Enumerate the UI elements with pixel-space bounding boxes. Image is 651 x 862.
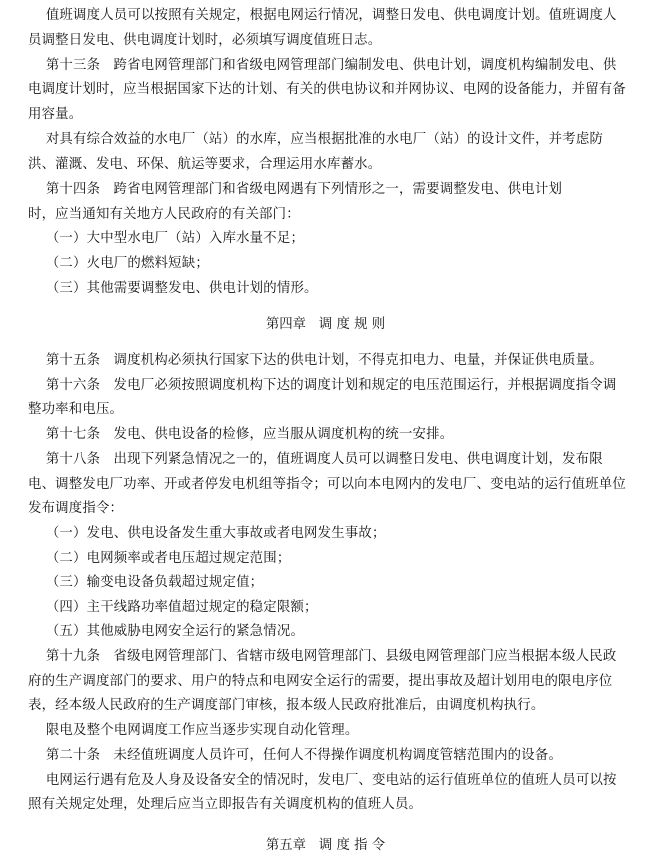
text-line: （五）其他威胁电网安全运行的紧急情况。 [28,624,305,639]
text-line: （二）电网频率或者电压超过规定范围； [28,551,291,566]
chapter-heading: 第五章 调 度 指 令 [265,838,386,853]
text-line: （一）发电、供电设备发生重大事故或者电网发生事故； [28,526,386,541]
text-line: 表，经本级人民政府的生产调度部门审核，报本级人民政府批准后，由调度机构执行。 [28,698,545,713]
text-line: 值班调度人员可以按照有关规定，根据电网运行情况，调整日发电、供电调度计划。值班调度人 [28,8,617,23]
text-line: 时，应当通知有关地方人民政府的有关部门： [28,207,300,222]
text-line: 第十五条 调度机构必须执行国家下达的供电计划，不得克扣电力、电量，并保证供电质量。 [28,353,603,368]
text-line: （一）大中型水电厂（站）入库水量不足； [28,231,305,246]
text-line: （三）其他需要调整发电、供电计划的情形。 [28,281,318,296]
text-line: 电、调整发电厂功率、开或者停发电机组等指令；可以向本电网内的发电厂、变电站的运行值班单位 [28,477,626,492]
text-line: 整功率和电压。 [28,402,124,417]
text-line: 第十八条 出现下列紧急情况之一的，值班调度人员可以调整日发电、供电调度计划，发布限 [28,452,603,467]
text-line: 第十四条 跨省电网管理部门和省级电网遇有下列情形之一，需要调整发电、供电计划 [28,182,563,197]
text-line: 第十七条 发电、供电设备的检修，应当服从调度机构的统一安排。 [28,427,454,442]
text-line: 员调整日发电、供电调度计划时，必须填写调度值班日志。 [28,33,382,48]
text-line: （二）火电厂的燃料短缺； [28,256,209,271]
text-line: 照有关规定处理，处理后应当立即报告有关调度机构的值班人员。 [28,797,423,812]
text-line: 第十九条 省级电网管理部门、省辖市级电网管理部门、县级电网管理部门应当根据本级人民政 [28,649,617,664]
text-line: （三）输变电设备负载超过规定值； [28,575,264,590]
text-line: 对具有综合效益的水电厂（站）的水库，应当根据批准的水电厂（站）的设计文件，并考虑防 [28,132,604,147]
text-line: 用容量。 [28,107,83,122]
text-line: 电网运行遇有危及人身及设备安全的情况时，发电厂、变电站的运行值班单位的值班人员可以按 [28,773,617,788]
text-line: （四）主干线路功率值超过规定的稳定限额； [28,600,318,615]
text-line: 电调度计划时，应当根据国家下达的计划、有关的供电协议和并网协议、电网的设备能力，并留有备 [28,82,626,97]
text-line: 第十三条 跨省电网管理部门和省级电网管理部门编制发电、供电计划，调度机构编制发电、供 [28,58,617,73]
text-line: 发布调度指令： [28,501,124,516]
text-line: 限电及整个电网调度工作应当逐步实现自动化管理。 [28,723,359,738]
text-line: 府的生产调度部门的要求、用户的特点和电网安全运行的需要，提出事故及超计划用电的限电序位 [28,674,613,689]
chapter-heading: 第四章 调 度 规 则 [265,317,386,332]
text-line: 第二十条 未经值班调度人员许可，任何人不得操作调度机构调度管辖范围内的设备。 [28,748,563,763]
text-line: 洪、灌溉、发电、环保、航运等要求，合理运用水库蓄水。 [28,157,382,172]
text-line: 第十六条 发电厂必须按照调度机构下达的调度计划和规定的电压范围运行，并根据调度指令调 [28,378,617,393]
